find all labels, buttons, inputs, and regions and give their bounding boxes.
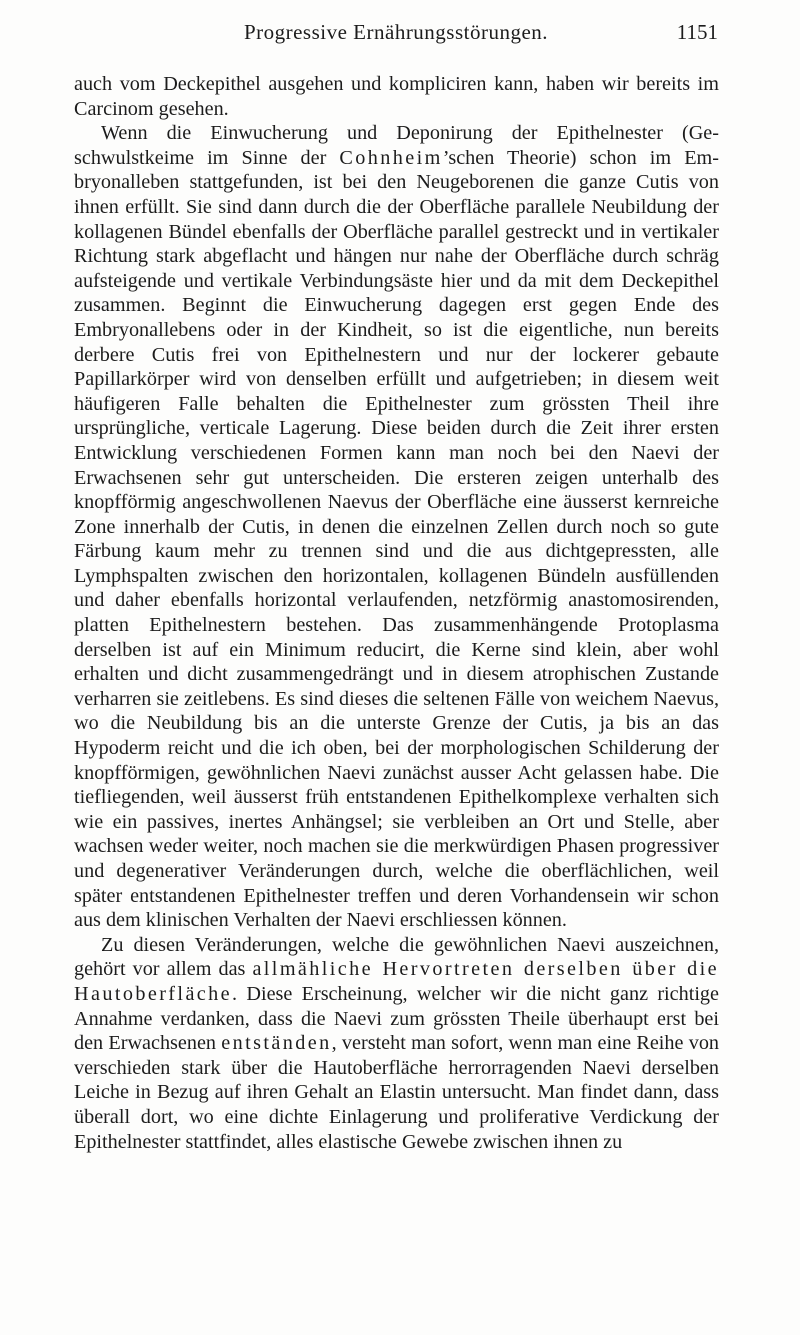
text-segment: Zu diesen Veränderungen, welche die gewöhnlichen Naevi auszeichnen, gehört vor allem das [74,933,719,981]
running-header [74,20,718,50]
emphasis-spaced: allmähliche Hervortreten derselben über die Hautoberfläche [74,958,720,1005]
body-text [74,72,719,1154]
text-segment: Wenn die Einwucherung und Deponirung der Epithelnester (Geschwulstkeime im Sinne der [74,122,719,169]
text-segment: . Diese Erscheinung, welcher wir die nicht ganz richtige Annahme verdanken, dass die Naevi zum grössten Theile überhaupt erst bei den Erwachsenen [74,982,719,1055]
running-title: Progressive Ernährungsstörungen. [243,20,549,44]
text-segment: auch vom Deckepithel ausgehen und kompliciren kann, haben wir bereits im Carcinom gesehen. [74,73,719,120]
text-segment: , versteht man sofort, wenn man eine Reihe von verschieden stark über die Hautoberfläche herrorragenden Naevi derselben Leiche in Bezug auf ihren Gehalt an Elastin untersucht. Man findet dann, dass überall dort, wo eine dichte Einlagerung und proliferative Verdickung der Epithelnester stattfindet, alles elastische Gewebe zwischen ihnen zu [74,1032,720,1153]
text-segment: ’schen Theorie) schon im Embryonalleben stattgefunden, ist bei den Neugeborenen die ganze Cutis von ihnen erfüllt. Sie sind dann durch die der Oberfläche parallele Neubildung der kollagenen Bündel ebenfalls der Oberfläche parallel gestreckt und in vertikaler Richtung stark abgeflacht und hängen nur nahe der Oberfläche durch schräg aufsteigende und vertikale Verbindungsäste hier und da mit dem Deckepithel zusammen. Beginnt die Einwucherung dagegen erst gegen Ende des Embryonallebens oder in der Kindheit, so ist die eigentliche, nun bereits derbere Cutis frei von Epithelnestern und nur der lockerer gebaute Papillarkörper wird von denselben erfüllt und aufgetrieben; in diesem weit häufigeren Falle behalten die Epithelnester zum grössten Theil ihre ursprüngliche, verticale Lagerung. Diese beiden durch die Zeit ihrer ersten Entwicklung verschiedenen Formen kann man noch bei den Naevi der Erwachsenen sehr gut unterscheiden. Die ersteren zeigen unterhalb des knopfförmig angeschwollenen Naevus der Oberfläche eine äusserst kernreiche Zone innerhalb der Cutis, in denen die einzelnen Zellen durch noch so gute Färbung kaum mehr zu trennen sind und die aus dichtgepressten, alle Lymphspalten zwischen den horizontalen, kollagenen Bündeln ausfüllenden und daher ebenfalls horizontal verlaufenden, netzförmig anastomosirenden, platten Epithelnestern bestehen. Das zusammenhängende Protoplasma derselben ist auf ein Minimum reducirt, die Kerne sind klein, aber wohl erhalten und dicht zusammengedrängt und in diesem atrophischen Zustande verharren sie zeitlebens. Es sind dieses die seltenen Fälle von weichem Naevus, wo die Neubildung bis an die unterste Grenze der Cutis, ja bis an das Hypoderm reicht und die ich oben, bei der morphologischen Schilderung der knopfförmigen, gewöhnlichen Naevi zunächst ausser Acht gelassen habe. Die tiefliegenden, weil äusserst früh entstandenen Epithelkomplexe verhalten sich wie ein passives, inertes Anhängsel; sie verbleiben an Ort und Stelle, aber wachsen weder weiter, noch machen sie die merkwürdigen Phasen progressiver und degenerativer Veränderungen durch, welche die oberflächlichen, weil später entstandenen Epithelnester treffen und deren Vorhandensein wir schon aus dem klinischen Verhalten der Naevi erschliessen können. [74,146,719,932]
author-name-spaced: Cohnheim [339,146,443,169]
paragraph-3 [74,933,719,1154]
emphasis-spaced: entständen [221,1032,332,1055]
paragraph-2 [74,121,719,933]
page-number: 1151 [676,20,718,44]
paragraph-1 [74,72,719,121]
